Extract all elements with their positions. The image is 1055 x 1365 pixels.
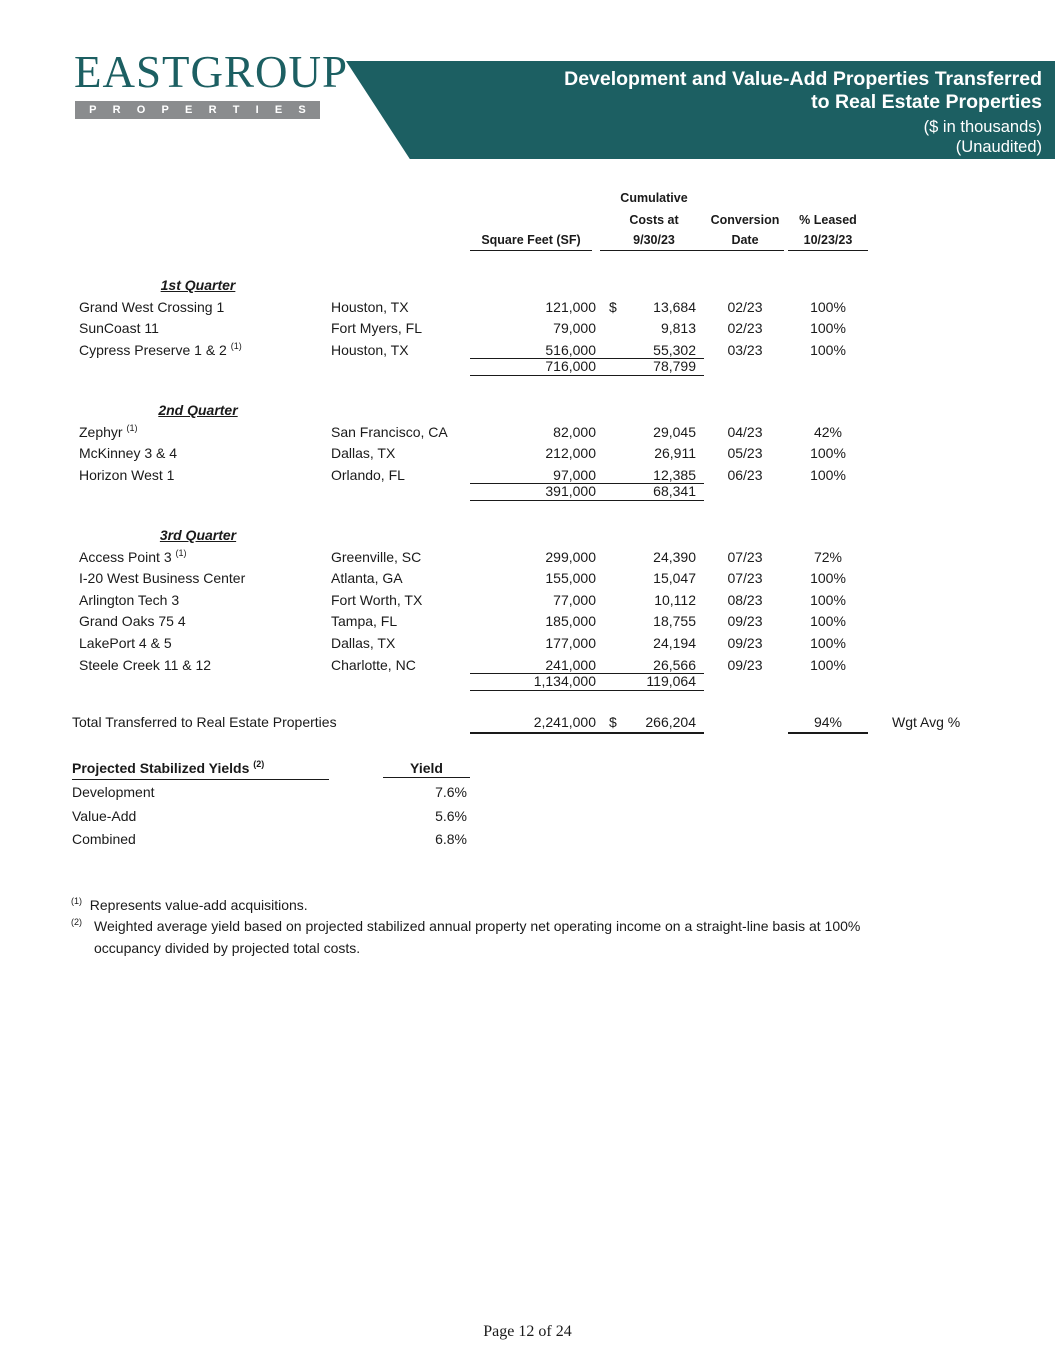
property-cost: 9,813 — [660, 320, 696, 337]
col-header-leased-line1: % Leased — [799, 213, 857, 227]
percent-leased: 100% — [810, 570, 846, 587]
property-cost: 26,566 — [596, 657, 704, 674]
col-header-conv-line2: Date — [706, 233, 784, 251]
quarter-heading: 2nd Quarter — [158, 402, 238, 418]
quarter-heading: 1st Quarter — [160, 277, 236, 293]
logo-tagline-letter: I — [255, 104, 259, 116]
property-name-text: Access Point 3 — [79, 548, 172, 565]
quarter-subtotal-cost: 119,064 — [596, 673, 704, 691]
yield-label: Development — [72, 784, 155, 800]
property-cost: 15,047 — [653, 570, 696, 587]
logo-tagline-letter: E — [185, 104, 193, 116]
property-name-text: Horizon West 1 — [79, 466, 175, 483]
property-location: Dallas, TX — [331, 635, 396, 651]
yields-header-text: Projected Stabilized Yields — [72, 760, 250, 776]
property-sf: 121,000 — [545, 298, 596, 315]
col-header-cost-line2: Costs at — [629, 213, 679, 227]
property-name — [79, 467, 174, 483]
dollar-sign: $ — [609, 298, 617, 315]
total-cost: 266,204 — [645, 714, 696, 730]
property-name-text: I-20 West Business Center — [79, 570, 246, 587]
property-note: (1) — [126, 422, 138, 433]
property-sf: 516,000 — [470, 342, 596, 359]
property-sf: 177,000 — [545, 635, 596, 651]
total-leased: 94% — [788, 714, 868, 734]
col-header-cost-line3: 9/30/23 — [600, 233, 708, 251]
property-location: Fort Worth, TX — [331, 591, 423, 608]
yields-header — [72, 760, 329, 780]
property-name-text: Cypress Preserve 1 & 2 — [79, 341, 227, 358]
property-cost: 29,045 — [653, 423, 696, 440]
property-location: Tampa, FL — [331, 613, 398, 630]
property-sf: 212,000 — [545, 445, 596, 462]
property-name — [79, 549, 187, 567]
property-location: San Francisco, CA — [331, 423, 448, 440]
property-name — [79, 570, 245, 586]
property-sf: 97,000 — [470, 467, 596, 484]
property-name-text: Zephyr — [79, 423, 123, 440]
logo-tagline-letter: R — [112, 104, 121, 116]
property-sf: 299,000 — [545, 548, 596, 565]
percent-leased: 100% — [810, 298, 846, 315]
yield-label: Value-Add — [72, 807, 137, 824]
property-note: (1) — [230, 340, 242, 351]
page-subtitle-line1: ($ in thousands) — [923, 118, 1042, 136]
percent-leased: 100% — [810, 635, 846, 651]
property-cost: 12,385 — [596, 467, 704, 484]
footnote-1-mark: (1) — [71, 896, 82, 906]
property-name — [79, 592, 179, 608]
conversion-date: 03/23 — [727, 341, 763, 358]
logo-tagline-letter: R — [208, 104, 217, 116]
page-title-line1: Development and Value-Add Properties Transferred — [564, 68, 1042, 90]
col-header-leased-line2: 10/23/23 — [788, 233, 868, 251]
property-name — [79, 424, 137, 442]
conversion-date: 07/23 — [727, 570, 763, 587]
company-logo-wordmark: EASTGROUP — [74, 47, 349, 97]
conversion-date: 09/23 — [727, 635, 763, 651]
property-location: Fort Myers, FL — [331, 320, 423, 337]
property-name — [79, 342, 242, 360]
property-cost: 24,390 — [653, 548, 696, 565]
property-location: Dallas, TX — [331, 445, 396, 462]
property-location: Atlanta, GA — [331, 570, 403, 587]
property-name-text: McKinney 3 & 4 — [79, 445, 178, 462]
quarter-subtotal-sf: 1,134,000 — [470, 673, 596, 691]
property-name-text: Grand West Crossing 1 — [79, 298, 225, 315]
property-sf: 241,000 — [470, 657, 596, 674]
property-name — [79, 320, 159, 336]
quarter-subtotal-sf: 391,000 — [470, 483, 596, 501]
property-name-text: Grand Oaks 75 4 — [79, 613, 186, 630]
footnote-2 — [71, 918, 82, 936]
property-name — [79, 657, 211, 673]
property-cost: 24,194 — [653, 635, 696, 651]
percent-leased: 100% — [810, 466, 846, 483]
property-cost: 18,755 — [653, 613, 696, 630]
conversion-date: 05/23 — [727, 445, 763, 462]
total-sf: 2,241,000 — [470, 714, 596, 734]
conversion-date: 02/23 — [727, 320, 763, 337]
property-location: Orlando, FL — [331, 466, 405, 483]
page-number: Page 12 of 24 — [483, 1323, 572, 1340]
footnote-2-mark: (2) — [71, 917, 82, 927]
percent-leased: 100% — [810, 656, 846, 673]
property-name — [79, 445, 177, 461]
yield-label: Combined — [72, 831, 136, 847]
total-label: Total Transferred to Real Estate Properties — [72, 714, 337, 730]
page-title-line2: to Real Estate Properties — [811, 91, 1042, 113]
percent-leased: 100% — [810, 591, 846, 608]
property-sf: 79,000 — [553, 320, 596, 337]
conversion-date: 06/23 — [727, 466, 763, 483]
percent-leased: 100% — [810, 445, 846, 462]
page-subtitle — [924, 117, 1042, 157]
property-name — [79, 299, 224, 315]
property-name-text: Arlington Tech 3 — [79, 591, 180, 608]
property-cost: 26,911 — [654, 445, 696, 462]
conversion-date: 09/23 — [727, 656, 763, 673]
total-cost-cell — [596, 714, 704, 734]
col-header-cost-line1: Cumulative — [620, 191, 688, 205]
logo-tagline-letter: S — [298, 104, 306, 116]
footnote-2-text-cont: occupancy divided by projected total costs. — [94, 940, 361, 956]
property-location: Houston, TX — [331, 298, 409, 315]
yield-value: 7.6% — [435, 784, 467, 800]
property-name — [79, 613, 186, 629]
yields-header-note: (2) — [253, 759, 265, 769]
logo-tagline-letter: P — [89, 104, 97, 116]
property-sf: 77,000 — [553, 591, 596, 608]
conversion-date: 07/23 — [727, 548, 763, 565]
col-header-conv-line1: Conversion — [710, 213, 780, 227]
quarter-heading: 3rd Quarter — [159, 527, 237, 543]
col-header-sf: Square Feet (SF) — [470, 233, 592, 251]
footnote-2-text: Weighted average yield based on projected stabilized annual property net operating income on a straight-line basis at 100% — [94, 918, 861, 934]
quarter-subtotal-cost: 78,799 — [596, 358, 704, 376]
property-cost: 10,112 — [654, 591, 696, 608]
conversion-date: 02/23 — [727, 298, 763, 315]
property-sf: 185,000 — [545, 613, 596, 630]
conversion-date: 08/23 — [727, 591, 763, 608]
property-sf: 155,000 — [545, 570, 596, 587]
logo-tagline-letter: E — [274, 104, 283, 116]
quarter-subtotal-sf: 716,000 — [470, 358, 596, 376]
percent-leased: 42% — [813, 423, 843, 440]
percent-leased: 100% — [810, 613, 846, 630]
logo-tagline-letter: O — [136, 104, 146, 116]
page-subtitle-line2: (Unaudited) — [955, 138, 1042, 156]
property-location: Greenville, SC — [331, 548, 422, 565]
logo-tagline-letter: T — [232, 104, 240, 116]
property-cost: 13,684 — [653, 298, 696, 315]
property-name-text: SunCoast 11 — [79, 320, 159, 337]
property-name-text: LakePort 4 & 5 — [79, 635, 172, 651]
property-cost: 55,302 — [596, 342, 704, 359]
percent-leased: 100% — [810, 320, 846, 337]
yields-col-header: Yield — [383, 760, 470, 778]
property-name — [79, 635, 172, 651]
footnote-1-text: Represents value-add acquisitions. — [89, 897, 308, 913]
property-name-text: Steele Creek 11 & 12 — [79, 656, 212, 673]
property-sf: 82,000 — [553, 423, 596, 440]
conversion-date: 04/23 — [727, 423, 763, 440]
conversion-date: 09/23 — [727, 613, 763, 630]
percent-leased: 72% — [813, 548, 843, 565]
property-location: Houston, TX — [331, 341, 409, 358]
yield-value: 6.8% — [435, 831, 467, 847]
total-dollar-sign: $ — [609, 714, 617, 730]
yield-value: 5.6% — [435, 807, 467, 824]
property-location: Charlotte, NC — [331, 656, 416, 673]
percent-leased: 100% — [810, 341, 846, 358]
footnote-1 — [71, 897, 308, 915]
property-note: (1) — [175, 547, 187, 558]
total-leased-note: Wgt Avg % — [892, 714, 961, 730]
quarter-subtotal-cost: 68,341 — [596, 483, 704, 501]
logo-tagline-letter: P — [161, 104, 169, 116]
company-logo-tagline — [75, 101, 320, 119]
page-title — [564, 68, 1042, 114]
